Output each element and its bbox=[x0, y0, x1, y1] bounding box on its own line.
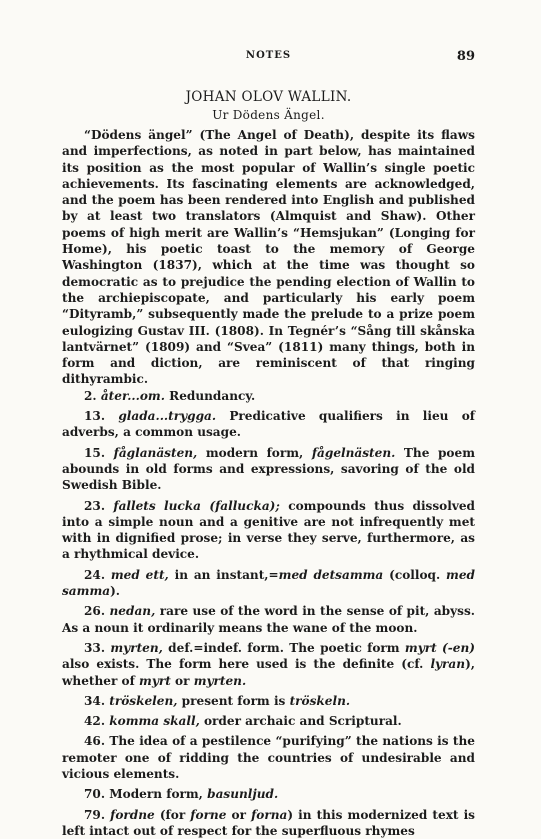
notes-list bbox=[62, 388, 475, 839]
note-term: myrten. bbox=[193, 673, 247, 688]
note-text: (for bbox=[154, 807, 191, 822]
note-term: med ett, bbox=[110, 567, 169, 582]
note-term: myrt (-en) bbox=[404, 640, 475, 655]
note-number: 15. bbox=[84, 445, 114, 460]
note-term: fallets lucka (fallucka); bbox=[113, 498, 280, 513]
note-text: compounds thus dissolved into a simple noun and a genitive are not infrequently met with in dignified prose; in verse they serve, furthermore, as a rhythmical device. bbox=[62, 498, 475, 562]
section-title: JOHAN OLOV WALLIN. bbox=[185, 89, 352, 105]
note-text: ) in this modernized text is left intact out of respect for the superfluous rhymes bbox=[62, 807, 475, 838]
note-term: fågelnästen. bbox=[311, 445, 396, 460]
note-term: lyran bbox=[430, 657, 466, 672]
note-entry bbox=[62, 445, 475, 494]
note-entry bbox=[62, 567, 475, 600]
note-text: Redundancy. bbox=[164, 388, 256, 403]
note-number: 70. bbox=[84, 787, 110, 802]
note-text: or bbox=[170, 673, 194, 688]
note-term: myrten, bbox=[110, 640, 163, 655]
note-term: basunljud. bbox=[207, 787, 279, 802]
note-text: def.=indef. form. The poetic form bbox=[162, 640, 405, 655]
note-entry bbox=[62, 713, 475, 729]
note-entry bbox=[62, 640, 475, 689]
note-number: 26. bbox=[84, 604, 110, 619]
note-text: also exists. The form here used is the definite (cf. bbox=[62, 657, 431, 672]
note-number: 33. bbox=[84, 640, 111, 655]
note-number: 79. bbox=[84, 807, 111, 822]
intro-paragraph: “Dödens ängel” (The Angel of Death), despite its flaws and imperfections, as noted in part below, has maintained its position as the most popular of Wallin’s single poetic achievements. Its fascinating elements are acknowledged, and the poem has been rendered into English and published by at least two translators (Almquist and Shaw). Other poems of high merit are Wallin’s “Hemsjukan” (Longing for Home), his poetic toast to the memory of George Washington (1837), which at the time was thought so democratic as to prejudice the pending election of Wallin to the archiepiscopate, and particularly his early poem “Dityramb,” subsequently made the prelude to a prize poem eulogizing Gustav III. (1808). In Tegnér’s “Sång till skånska lantvärnet” (1809) and “Svea” (1811) many things, both in form and diction, are reminiscent of that ringing dithyrambic. bbox=[62, 128, 475, 387]
note-term: nedan, bbox=[109, 604, 156, 619]
note-text: modern form, bbox=[197, 445, 312, 460]
note-text: present form is bbox=[177, 693, 290, 708]
note-text: The poem abounds in old forms and expressions, savoring of the old Swedish Bible. bbox=[62, 445, 475, 493]
note-entry bbox=[62, 807, 475, 839]
note-text: or bbox=[226, 807, 252, 822]
note-entry bbox=[62, 498, 475, 563]
note-text: ), whether of bbox=[62, 657, 475, 688]
note-term: fåglanästen, bbox=[113, 445, 198, 460]
note-text: (colloq. bbox=[383, 567, 447, 582]
note-term: myrt bbox=[139, 673, 171, 688]
note-term: tröskelen, bbox=[109, 693, 178, 708]
running-head-label: NOTES bbox=[245, 50, 292, 61]
note-number: 23. bbox=[84, 498, 114, 513]
note-term: forne bbox=[190, 807, 227, 822]
note-text: The idea of a pestilence “purifying” the nations is the remoter one of ridding the countries of undesirable and vicious elements. bbox=[62, 734, 475, 781]
note-term: med detsamma bbox=[278, 567, 384, 582]
text-body bbox=[62, 88, 475, 839]
note-term: åter...om. bbox=[100, 388, 165, 403]
note-term: forna bbox=[251, 807, 288, 822]
running-head bbox=[62, 50, 475, 70]
note-term: tröskeln. bbox=[289, 693, 351, 708]
note-entry bbox=[62, 786, 475, 802]
note-text: order archaic and Scriptural. bbox=[199, 714, 402, 729]
note-entry bbox=[62, 408, 475, 441]
note-number: 13. bbox=[84, 409, 119, 424]
note-text: in an instant,= bbox=[168, 567, 279, 582]
note-term: med samma bbox=[62, 567, 475, 599]
note-text: Predicative qualifiers in lieu of adverbs, a common usage. bbox=[62, 409, 475, 440]
note-number: 34. bbox=[84, 693, 110, 708]
note-number: 2. bbox=[84, 388, 101, 403]
note-term: fordne bbox=[110, 807, 155, 822]
note-term: glada...trygga. bbox=[118, 409, 217, 424]
section-subtitle: Ur Dödens Ängel. bbox=[212, 108, 325, 122]
page-number: 89 bbox=[456, 49, 475, 64]
note-entry bbox=[62, 388, 475, 404]
note-text: ). bbox=[110, 584, 121, 599]
note-number: 42. bbox=[84, 714, 110, 729]
note-entry bbox=[62, 603, 475, 636]
note-entry bbox=[62, 693, 475, 709]
note-number: 46. bbox=[84, 734, 110, 749]
note-term: komma skall, bbox=[109, 714, 200, 729]
note-number: 24. bbox=[84, 567, 111, 582]
note-entry bbox=[62, 733, 475, 782]
note-text: Modern form, bbox=[109, 787, 208, 802]
note-text: rare use of the word in the sense of pit, abyss. As a noun it ordinarily means the wane of the moon. bbox=[62, 604, 475, 635]
